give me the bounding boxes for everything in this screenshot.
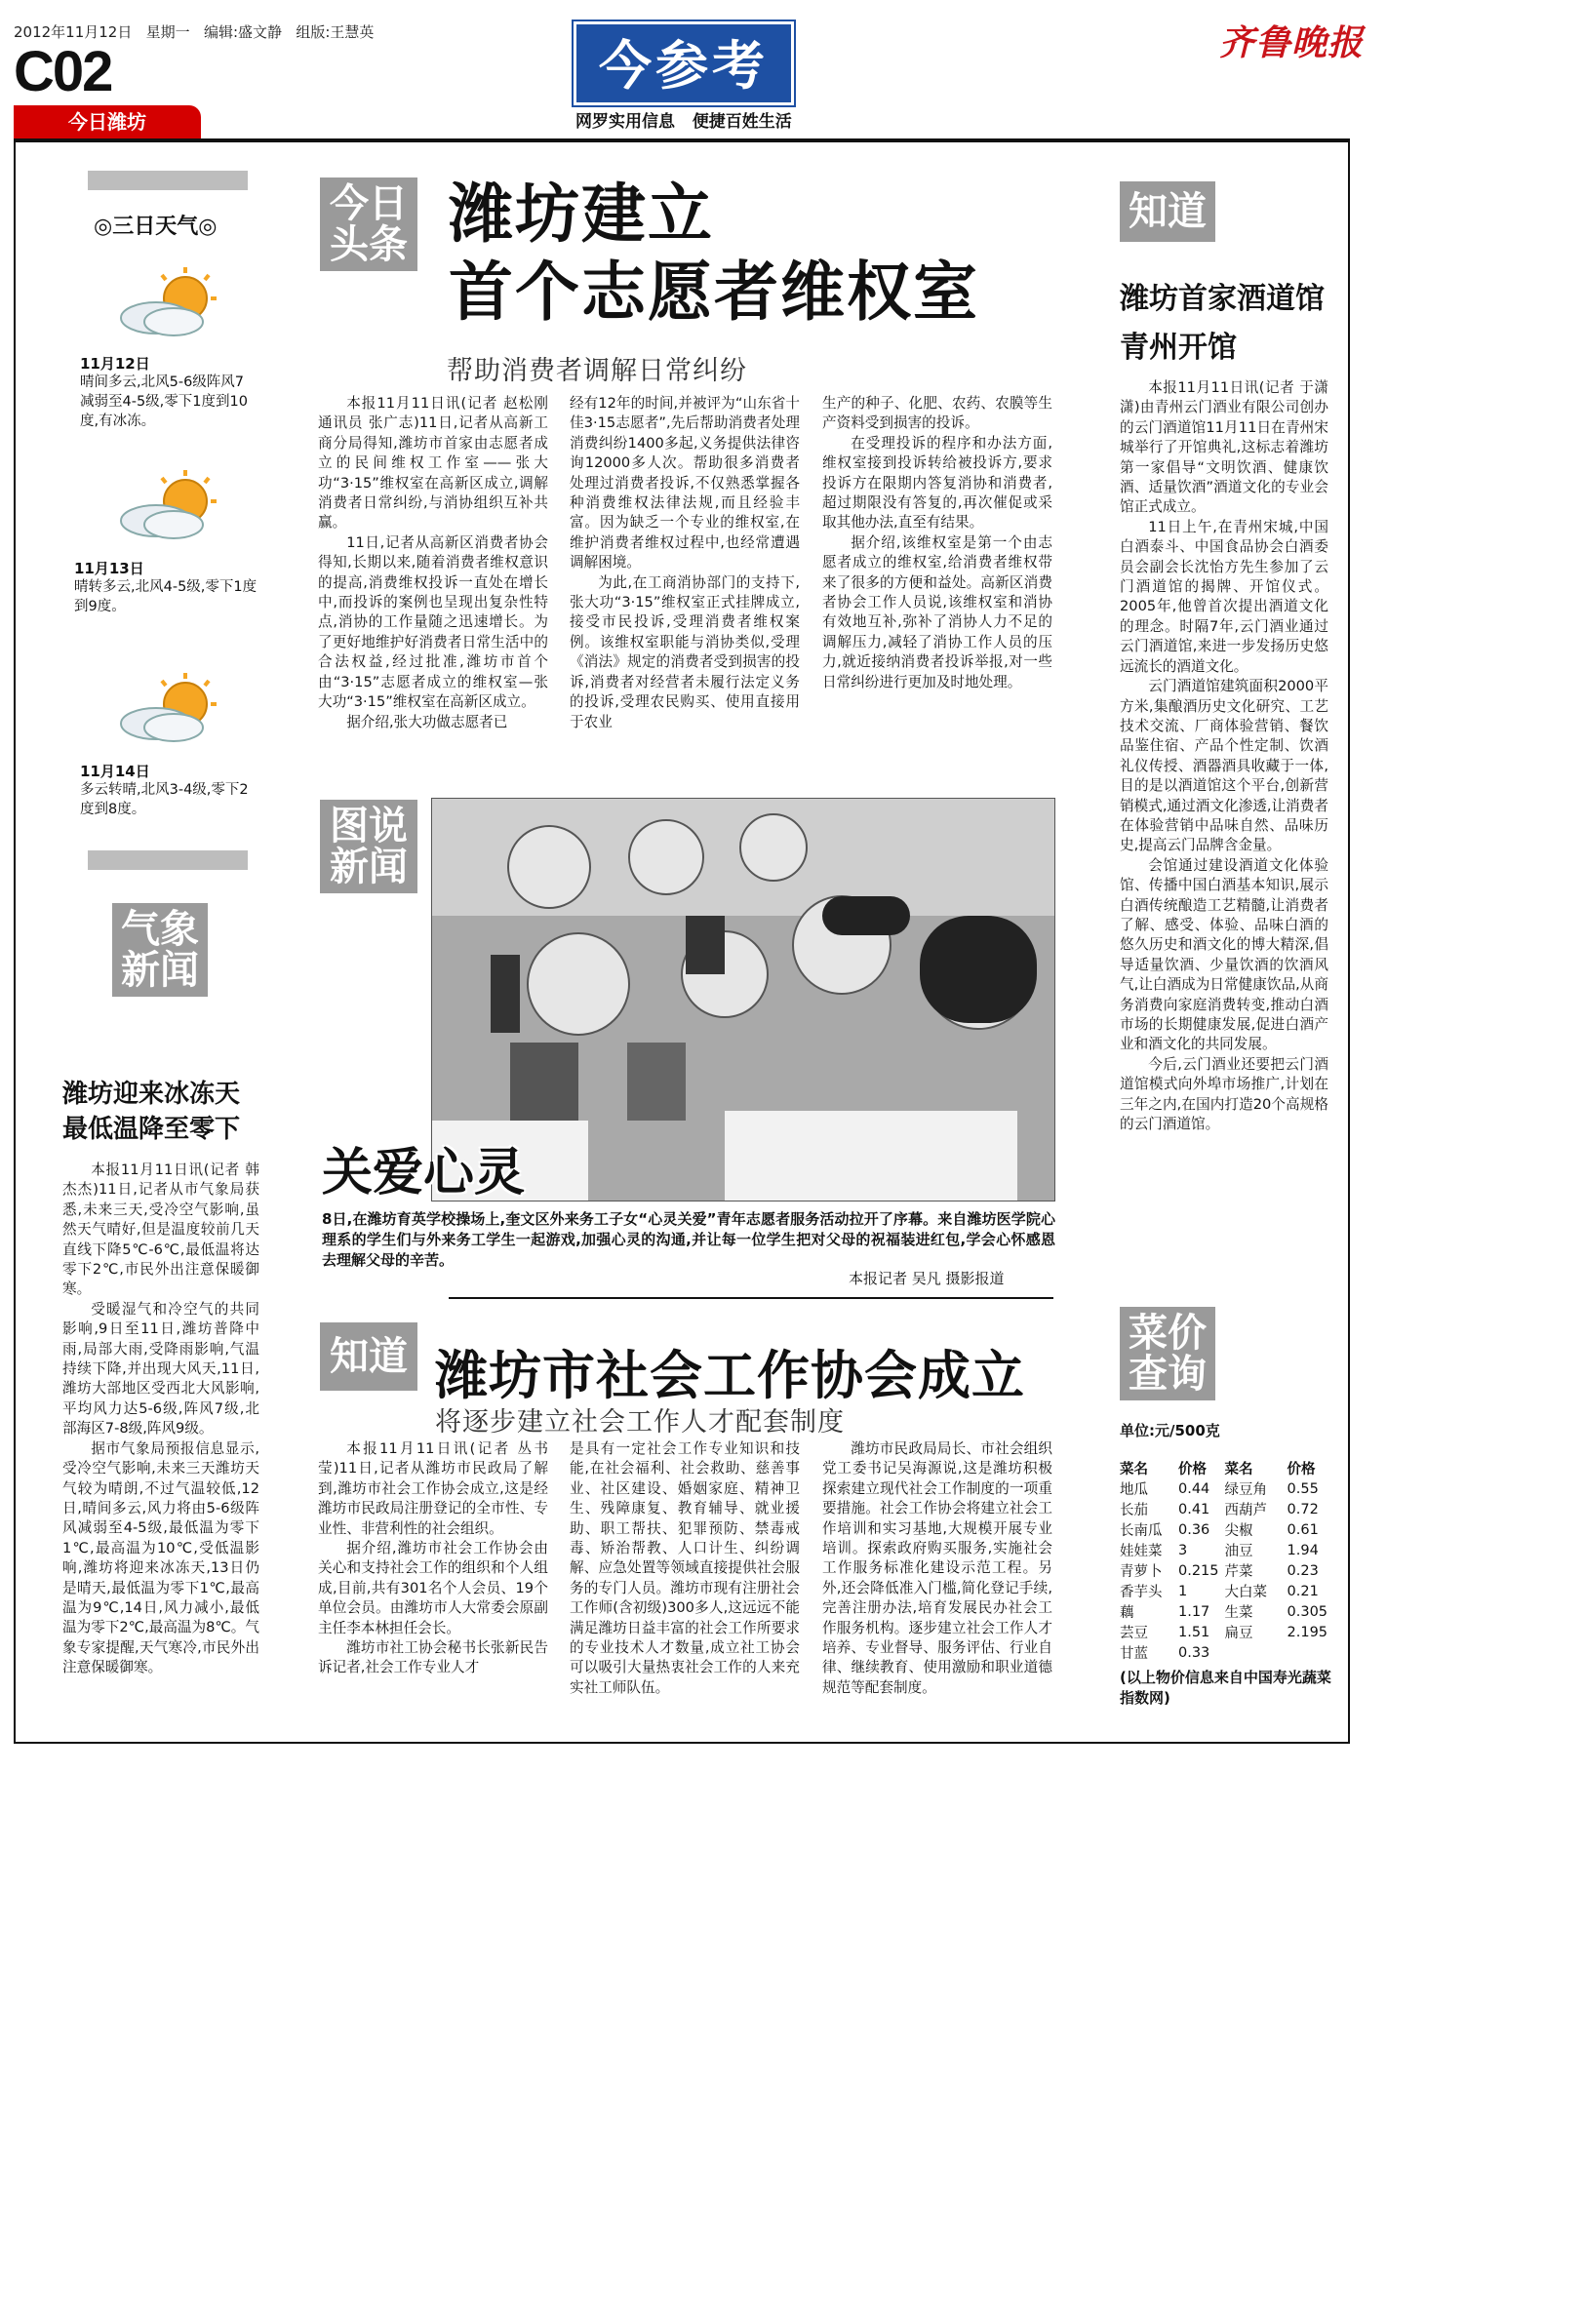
price-table — [1120, 1457, 1333, 1663]
sun-cloud-icon — [115, 669, 222, 747]
weather-date: 11月12日 — [80, 355, 150, 373]
weather-date: 11月13日 — [74, 560, 144, 577]
table-row: 娃娃菜 3 油豆 1.94 — [1120, 1542, 1319, 1559]
weather-news-body: 本报11月11日讯(记者 韩杰杰)11日,记者从市气象局获悉,未来三天,受冷空气影响,虽然天气晴好,但是温度较前几天直线下降5℃-6℃,最低温将达零下2℃,市民外出注意保暖御寒。 受暖湿气和冷空气的共同影响,9日至11日,潍坊普降中雨,局部大雨,受降雨影响,气温持续下降,并出现大风天,11日,潍坊大部地区受西北大风影响,平均风力达5-6级,阵风7级,北部海区7-8级,阵风9级。 据市气象局预报信息显示,受冷空气影响,未来三天潍坊天气较为晴朗,不过气温较低,12日,晴间多云,风力将由5-6级阵风减弱至4-5级,最低温为零下1℃,最高温为10℃,受低温影响,潍坊将迎来冰冻天,13日仍是晴天,最低温为零下1℃,最高温为9℃,14日,风力减小,最低温为零下2℃,最高温为8℃。气象专家提醒,天气寒冷,市民外出注意保暖御寒。 — [62, 1162, 259, 1676]
price-source-note: (以上物价信息来自中国寿光蔬菜指数网) — [1120, 1669, 1331, 1707]
weather-news-tag: 气象 新闻 — [112, 903, 208, 997]
table-row: 地瓜 0.44 绿豆角 0.55 — [1120, 1480, 1319, 1498]
photo-title: 关爱心灵 — [322, 1144, 526, 1202]
children-photo-illustration — [432, 799, 1055, 1201]
liquor-tag: 知道 — [1120, 181, 1215, 242]
sun-cloud-icon — [115, 466, 222, 544]
table-row: 青萝卜 0.215 芹菜 0.23 — [1120, 1562, 1319, 1580]
social-work-column-2: 是具有一定社会工作专业知识和技能,在社会福利、社会救助、慈善事业、社区建设、婚姻家庭、精神卫生、残障康复、教育辅导、就业援助、职工帮扶、犯罪预防、禁毒戒毒、矫治帮教、人口计生、纠纷调解、应急处置等领域直接提供社会服务的专门人员。潍坊市现有注册社会工作师(含初级)300多人,这远远不能满足潍坊日益丰富的社会工作所要求的专业技术人才数量,成立社工协会可以吸引大量热衷社会工作的人来充实社工师队伍。 — [570, 1440, 800, 1696]
lead-headline: 潍坊建立 首个志愿者维权室 — [449, 177, 979, 330]
table-row: 甘蓝 0.33 — [1120, 1644, 1210, 1662]
price-unit: 单位:元/500克 — [1120, 1422, 1220, 1439]
lead-story-tag: 今日 头条 — [320, 177, 417, 271]
social-work-subheadline: 将逐步建立社会工作人才配套制度 — [435, 1407, 845, 1438]
table-row: 香芋头 1 大白菜 0.21 — [1120, 1583, 1319, 1600]
liquor-headline: 潍坊首家酒道馆 青州开馆 — [1120, 282, 1325, 365]
weather-text: 晴间多云,北风5-6级阵风7减弱至4-5级,零下1度到10度,有冰冻。 — [80, 374, 248, 429]
weather-title: ◎三日天气◎ — [94, 215, 218, 239]
table-row: 长茄 0.41 西葫芦 0.72 — [1120, 1501, 1319, 1518]
issue-date: 2012年11月12日 星期一 编辑:盛文静 组版:王慧英 — [14, 23, 375, 41]
photo-caption: 8日,在潍坊育英学校操场上,奎文区外来务工子女“心灵关爱”青年志愿者服务活动拉开了序幕。来自潍坊医学院心理系的学生们与外来务工学生一起游戏,加强心灵的沟通,并让每一位学生把对父母的祝福装进红包,学会心怀感恩去理解父母的辛苦。 — [322, 1210, 1055, 1269]
lead-subheadline: 帮助消费者调解日常纠纷 — [447, 356, 747, 386]
table-row: 长南瓜 0.36 尖椒 0.61 — [1120, 1521, 1319, 1539]
weather-text: 晴转多云,北风4-5级,零下1度到9度。 — [74, 579, 258, 614]
section-tab: 今日潍坊 — [14, 105, 201, 138]
prices-tag: 菜价 查询 — [1120, 1307, 1215, 1400]
section-divider — [449, 1297, 1053, 1299]
liquor-body: 本报11月11日讯(记者 于潇潇)由青州云门酒业有限公司创办的云门酒道馆11月11日在青州宋城举行了开馆典礼,这标志着潍坊第一家倡导“文明饮酒、健康饮酒、适量饮酒”酒道文化的专业会馆正式成立。 11日上午,在青州宋城,中国白酒泰斗、中国食品协会白酒委员会副会长沈怡方先生参加了云门酒道馆的揭牌、开馆仪式。2005年,他曾首次提出酒道文化的理念。时隔7年,云门酒业通过云门酒道馆,来进一步发扬历史悠远流长的酒道文化。 云门酒道馆建筑面积2000平方米,集酿酒历史文化研究、工艺技术交流、厂商体验营销、餐饮品鉴住宿、产品个性定制、饮酒礼仪传授、酒器酒具收藏于一体,目的是以酒道馆这个平台,创新营销模式,通过酒文化渗透,让消费者在体验营销中品味自然、品味历史,提高云门品牌含金量。 会馆通过建设酒道文化体验馆、传播中国白酒基本知识,展示白酒传统酿造工艺精髓,让消费者了解、感受、体验、品味白酒的悠久历史和酒文化的博大精深,倡导适量饮酒、少量饮酒的饮酒风气,让白酒成为日常健康饮品,从商务消费向家庭消费转变,推动白酒市场的长期健康发展,促进白酒产业和酒文化的共同发展。 今后,云门酒业还要把云门酒道馆模式向外埠市场推广,计划在三年之内,在国内打造20个高规格的云门酒道馆。 — [1120, 379, 1328, 1133]
weather-top-bar — [88, 171, 248, 190]
masthead-slogan: 网罗实用信息 便捷百姓生活 — [575, 112, 792, 132]
price-table-header: 菜名 价格 菜名 价格 — [1120, 1461, 1316, 1477]
social-work-column-3: 潍坊市民政局局长、市社会组织党工委书记吴海源说,这是潍坊积极探索建立现代社会工作制度的一项重要措施。社会工作协会将建立社会工作培训和实习基地,大规模开展专业培训。探索政府购买服务,实施社会工作服务标准化建设示范工程。另外,还会降低准入门槛,简化登记手续,完善注册办法,培育发展民办社会工作服务机构。逐步建立社会工作人才培养、专业督导、服务评估、行业自律、继续教育、使用激励和职业道德规范等配套制度。 — [822, 1440, 1052, 1696]
weather-date: 11月14日 — [80, 763, 150, 780]
lead-column-2: 经有12年的时间,并被评为“山东省十佳3·15志愿者”,先后帮助消费者处理消费纠纷1400多起,义务提供法律咨询12000多人次。帮助很多消费者处理过消费者投诉,不仅熟悉掌握各种消费维权法律法规,而且经验丰富。因为缺乏一个专业的维权室,在维护消费者维权过程中,也经常遭遇调解困境。 为此,在工商消协部门的支持下,张大功“3·15”维权室正式挂牌成立,接受市民投诉,受理消费者维权案例。该维权室职能与消协类似,受理《消法》规定的消费者受到损害的投诉,消费者对经营者未履行法定义务的投诉,受理农民购买、使用直接用于农业 — [570, 395, 800, 730]
sun-cloud-icon — [115, 263, 222, 341]
weather-text: 多云转晴,北风3-4级,零下2度到8度。 — [80, 782, 249, 817]
newspaper-logo: 齐鲁晚报 — [1219, 22, 1365, 63]
photo-byline: 本报记者 吴凡 摄影报道 — [849, 1270, 1005, 1287]
social-work-column-1: 本报11月11日讯(记者 丛书莹)11日,记者从潍坊市民政局了解到,潍坊市社会工作协会成立,这是经潍坊市民政局注册登记的全市性、专业性、非营利性的社会组织。 据介绍,潍坊市社会工作协会由关心和支持社会工作的组织和个人组成,目前,共有301名个人会员、19个单位会员。由潍坊市人大常委会原副主任李本林担任会长。 潍坊市社工协会秘书长张新民告诉记者,社会工作专业人才 — [318, 1440, 548, 1676]
social-work-headline: 潍坊市社会工作协会成立 — [435, 1345, 1025, 1406]
lead-column-1: 本报11月11日讯(记者 赵松刚 通讯员 张广志)11日,记者从高新工商分局得知,潍坊市首家由志愿者成立的民间维权工作室——张大功“3·15”维权室在高新区成立,调解消费者日常纠纷,与消协组织互补共赢。 11日,记者从高新区消费者协会得知,长期以来,随着消费者维权意识的提高,消费维权投诉一直处在增长中,而投诉的案例也呈现出复杂性特点,消协的工作量随之迅速增长。为了更好地维护好消费者日常生活中的合法权益,经过批准,潍坊市首个由“3·15”志愿者成立的维权室—张大功“3·15”维权室在高新区成立。 据介绍,张大功做志愿者已 — [318, 395, 548, 730]
table-row: 芸豆 1.51 扁豆 2.195 — [1120, 1624, 1328, 1641]
social-work-tag: 知道 — [320, 1322, 417, 1391]
table-row: 藕 1.17 生菜 0.305 — [1120, 1603, 1328, 1621]
photo-story-tag: 图说 新闻 — [320, 800, 417, 893]
weather-news-headline: 潍坊迎来冰冻天 最低温降至零下 — [62, 1080, 241, 1144]
page-number: C02 — [14, 40, 112, 103]
masthead-title: 今参考 — [574, 21, 794, 105]
lead-column-3: 生产的种子、化肥、农药、农膜等生产资料受到损害的投诉。 在受理投诉的程序和办法方面,维权室接到投诉转给被投诉方,要求投诉方在限期内答复消协和消费者,超过期限没有答复的,再次催促或采取其他办法,直至有结果。 据介绍,该维权室是第一个由志愿者成立的维权室,给消费者维权带来了很多的方便和益处。高新区消费者协会工作人员说,该维权室和消协有效地互补,弥补了消协人力不足的调解压力,减轻了消协工作人员的压力,就近接纳消费者投诉举报,对一些日常纠纷进行更加及时地处理。 — [822, 395, 1052, 690]
weather-bottom-bar — [88, 850, 248, 870]
